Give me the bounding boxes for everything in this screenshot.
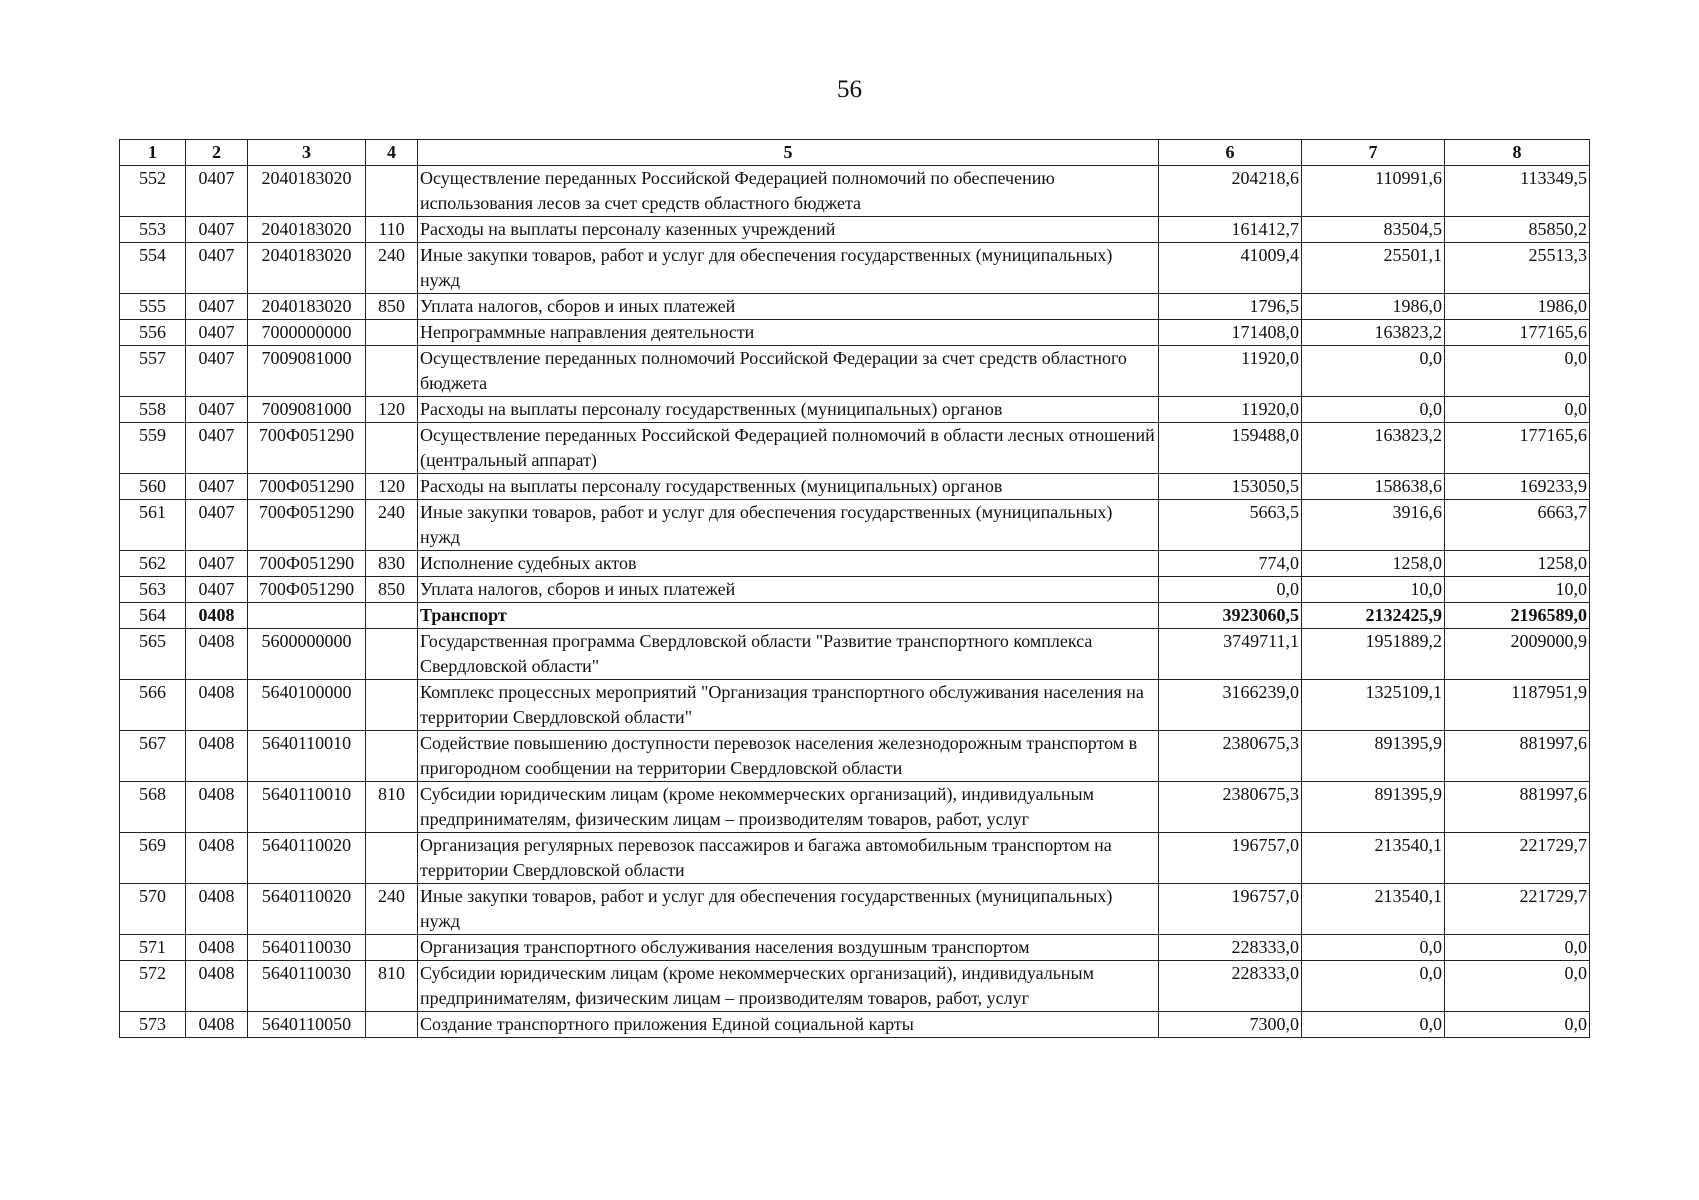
amount-col-8: 25513,3 bbox=[1445, 243, 1590, 294]
section-code: 0407 bbox=[186, 166, 248, 217]
expense-type-code bbox=[366, 1012, 418, 1038]
row-description: Содействие повышению доступности перевозок населения железнодорожным транспортом в пригородном сообщении на территории Свердловской области bbox=[418, 731, 1159, 782]
amount-col-8: 221729,7 bbox=[1445, 833, 1590, 884]
table-row bbox=[120, 961, 1590, 1012]
amount-col-8: 0,0 bbox=[1445, 961, 1590, 1012]
section-code: 0407 bbox=[186, 474, 248, 500]
section-code: 0407 bbox=[186, 294, 248, 320]
column-header: 1 bbox=[120, 140, 186, 166]
amount-col-6: 161412,7 bbox=[1159, 217, 1302, 243]
expense-type-code: 240 bbox=[366, 243, 418, 294]
row-number: 553 bbox=[120, 217, 186, 243]
amount-col-7: 1986,0 bbox=[1302, 294, 1445, 320]
amount-col-8: 1258,0 bbox=[1445, 551, 1590, 577]
table-row bbox=[120, 551, 1590, 577]
amount-col-6: 3166239,0 bbox=[1159, 680, 1302, 731]
row-number: 560 bbox=[120, 474, 186, 500]
amount-col-7: 158638,6 bbox=[1302, 474, 1445, 500]
amount-col-7: 891395,9 bbox=[1302, 731, 1445, 782]
amount-col-6: 159488,0 bbox=[1159, 423, 1302, 474]
row-number: 555 bbox=[120, 294, 186, 320]
row-description: Государственная программа Свердловской области "Развитие транспортного комплекса Свердловской области" bbox=[418, 629, 1159, 680]
target-article-code: 5640110020 bbox=[248, 833, 366, 884]
section-code: 0408 bbox=[186, 884, 248, 935]
target-article-code: 700Ф051290 bbox=[248, 500, 366, 551]
expense-type-code: 240 bbox=[366, 500, 418, 551]
amount-col-7: 110991,6 bbox=[1302, 166, 1445, 217]
table-row bbox=[120, 320, 1590, 346]
amount-col-8: 0,0 bbox=[1445, 1012, 1590, 1038]
row-number: 554 bbox=[120, 243, 186, 294]
expense-type-code bbox=[366, 423, 418, 474]
expense-type-code bbox=[366, 603, 418, 629]
row-number: 562 bbox=[120, 551, 186, 577]
row-description: Уплата налогов, сборов и иных платежей bbox=[418, 577, 1159, 603]
table-row bbox=[120, 629, 1590, 680]
table-row bbox=[120, 474, 1590, 500]
section-code: 0408 bbox=[186, 782, 248, 833]
row-description: Осуществление переданных Российской Федерацией полномочий в области лесных отношений (центральный аппарат) bbox=[418, 423, 1159, 474]
row-number: 559 bbox=[120, 423, 186, 474]
expense-type-code: 810 bbox=[366, 961, 418, 1012]
target-article-code: 5640110030 bbox=[248, 961, 366, 1012]
amount-col-7: 0,0 bbox=[1302, 397, 1445, 423]
amount-col-7: 163823,2 bbox=[1302, 320, 1445, 346]
row-number: 572 bbox=[120, 961, 186, 1012]
table-row bbox=[120, 884, 1590, 935]
amount-col-7: 163823,2 bbox=[1302, 423, 1445, 474]
column-header: 4 bbox=[366, 140, 418, 166]
target-article-code: 5640110010 bbox=[248, 782, 366, 833]
table-row bbox=[120, 680, 1590, 731]
amount-col-7: 10,0 bbox=[1302, 577, 1445, 603]
row-description: Иные закупки товаров, работ и услуг для обеспечения государственных (муниципальных) нужд bbox=[418, 243, 1159, 294]
row-description: Организация регулярных перевозок пассажиров и багажа автомобильным транспортом на территории Свердловской области bbox=[418, 833, 1159, 884]
amount-col-7: 83504,5 bbox=[1302, 217, 1445, 243]
amount-col-7: 891395,9 bbox=[1302, 782, 1445, 833]
row-description: Комплекс процессных мероприятий "Организация транспортного обслуживания населения на территории Свердловской области" bbox=[418, 680, 1159, 731]
row-description: Создание транспортного приложения Единой социальной карты bbox=[418, 1012, 1159, 1038]
row-description: Субсидии юридическим лицам (кроме некоммерческих организаций), индивидуальным предпринимателям, физическим лицам – производителям товаров, работ, услуг bbox=[418, 961, 1159, 1012]
target-article-code: 5640110050 bbox=[248, 1012, 366, 1038]
expense-type-code: 850 bbox=[366, 294, 418, 320]
row-number: 556 bbox=[120, 320, 186, 346]
expense-type-code: 830 bbox=[366, 551, 418, 577]
amount-col-6: 41009,4 bbox=[1159, 243, 1302, 294]
amount-col-8: 881997,6 bbox=[1445, 731, 1590, 782]
row-description: Расходы на выплаты персоналу казенных учреждений bbox=[418, 217, 1159, 243]
column-header: 8 bbox=[1445, 140, 1590, 166]
section-code: 0408 bbox=[186, 680, 248, 731]
target-article-code: 5640110020 bbox=[248, 884, 366, 935]
row-number: 565 bbox=[120, 629, 186, 680]
amount-col-7: 0,0 bbox=[1302, 1012, 1445, 1038]
amount-col-6: 7300,0 bbox=[1159, 1012, 1302, 1038]
amount-col-6: 2380675,3 bbox=[1159, 782, 1302, 833]
section-code: 0407 bbox=[186, 346, 248, 397]
column-header: 5 bbox=[418, 140, 1159, 166]
section-code: 0407 bbox=[186, 320, 248, 346]
column-header: 3 bbox=[248, 140, 366, 166]
amount-col-7: 0,0 bbox=[1302, 961, 1445, 1012]
table-row bbox=[120, 1012, 1590, 1038]
table-row bbox=[120, 294, 1590, 320]
amount-col-6: 228333,0 bbox=[1159, 961, 1302, 1012]
expense-type-code: 810 bbox=[366, 782, 418, 833]
amount-col-8: 113349,5 bbox=[1445, 166, 1590, 217]
table-row bbox=[120, 782, 1590, 833]
amount-col-6: 153050,5 bbox=[1159, 474, 1302, 500]
table-row bbox=[120, 577, 1590, 603]
expense-type-code: 120 bbox=[366, 397, 418, 423]
row-description: Иные закупки товаров, работ и услуг для обеспечения государственных (муниципальных) нужд bbox=[418, 884, 1159, 935]
amount-col-8: 221729,7 bbox=[1445, 884, 1590, 935]
target-article-code: 2040183020 bbox=[248, 243, 366, 294]
expense-type-code bbox=[366, 731, 418, 782]
amount-col-6: 204218,6 bbox=[1159, 166, 1302, 217]
section-code: 0407 bbox=[186, 551, 248, 577]
expense-type-code bbox=[366, 833, 418, 884]
amount-col-8: 85850,2 bbox=[1445, 217, 1590, 243]
target-article-code: 2040183020 bbox=[248, 217, 366, 243]
section-code: 0408 bbox=[186, 833, 248, 884]
section-code: 0408 bbox=[186, 961, 248, 1012]
row-description: Расходы на выплаты персоналу государственных (муниципальных) органов bbox=[418, 397, 1159, 423]
section-code: 0407 bbox=[186, 577, 248, 603]
table-header-row bbox=[120, 140, 1590, 166]
row-number: 557 bbox=[120, 346, 186, 397]
amount-col-7: 213540,1 bbox=[1302, 833, 1445, 884]
table-row bbox=[120, 397, 1590, 423]
row-number: 564 bbox=[120, 603, 186, 629]
expense-type-code bbox=[366, 629, 418, 680]
table-row bbox=[120, 423, 1590, 474]
row-number: 569 bbox=[120, 833, 186, 884]
amount-col-6: 1796,5 bbox=[1159, 294, 1302, 320]
target-article-code: 5640110010 bbox=[248, 731, 366, 782]
amount-col-7: 0,0 bbox=[1302, 346, 1445, 397]
target-article-code: 700Ф051290 bbox=[248, 474, 366, 500]
expense-type-code bbox=[366, 680, 418, 731]
row-description: Организация транспортного обслуживания населения воздушным транспортом bbox=[418, 935, 1159, 961]
target-article-code: 700Ф051290 bbox=[248, 423, 366, 474]
amount-col-7: 0,0 bbox=[1302, 935, 1445, 961]
amount-col-6: 3749711,1 bbox=[1159, 629, 1302, 680]
expense-type-code bbox=[366, 320, 418, 346]
amount-col-6: 11920,0 bbox=[1159, 346, 1302, 397]
budget-table bbox=[119, 139, 1590, 1038]
amount-col-6: 196757,0 bbox=[1159, 884, 1302, 935]
expense-type-code: 240 bbox=[366, 884, 418, 935]
row-description: Транспорт bbox=[418, 603, 1159, 629]
row-number: 570 bbox=[120, 884, 186, 935]
row-description: Иные закупки товаров, работ и услуг для обеспечения государственных (муниципальных) нужд bbox=[418, 500, 1159, 551]
target-article-code: 2040183020 bbox=[248, 166, 366, 217]
page-number: 56 bbox=[837, 76, 862, 103]
expense-type-code bbox=[366, 166, 418, 217]
amount-col-8: 0,0 bbox=[1445, 935, 1590, 961]
row-description: Субсидии юридическим лицам (кроме некоммерческих организаций), индивидуальным предпринимателям, физическим лицам – производителям товаров, работ, услуг bbox=[418, 782, 1159, 833]
row-description: Расходы на выплаты персоналу государственных (муниципальных) органов bbox=[418, 474, 1159, 500]
target-article-code: 2040183020 bbox=[248, 294, 366, 320]
table-row bbox=[120, 217, 1590, 243]
target-article-code bbox=[248, 603, 366, 629]
row-number: 571 bbox=[120, 935, 186, 961]
row-description: Непрограммные направления деятельности bbox=[418, 320, 1159, 346]
amount-col-6: 3923060,5 bbox=[1159, 603, 1302, 629]
row-number: 567 bbox=[120, 731, 186, 782]
row-number: 561 bbox=[120, 500, 186, 551]
expense-type-code: 850 bbox=[366, 577, 418, 603]
amount-col-6: 11920,0 bbox=[1159, 397, 1302, 423]
amount-col-8: 2009000,9 bbox=[1445, 629, 1590, 680]
table-body bbox=[120, 166, 1590, 1038]
amount-col-8: 10,0 bbox=[1445, 577, 1590, 603]
amount-col-8: 1986,0 bbox=[1445, 294, 1590, 320]
section-code: 0407 bbox=[186, 243, 248, 294]
table-row bbox=[120, 603, 1590, 629]
amount-col-8: 177165,6 bbox=[1445, 320, 1590, 346]
target-article-code: 7000000000 bbox=[248, 320, 366, 346]
amount-col-7: 1258,0 bbox=[1302, 551, 1445, 577]
row-description: Осуществление переданных полномочий Российской Федерации за счет средств областного бюджета bbox=[418, 346, 1159, 397]
expense-type-code: 110 bbox=[366, 217, 418, 243]
table-row bbox=[120, 833, 1590, 884]
amount-col-6: 171408,0 bbox=[1159, 320, 1302, 346]
amount-col-8: 6663,7 bbox=[1445, 500, 1590, 551]
target-article-code: 5640100000 bbox=[248, 680, 366, 731]
amount-col-6: 0,0 bbox=[1159, 577, 1302, 603]
target-article-code: 7009081000 bbox=[248, 397, 366, 423]
section-code: 0407 bbox=[186, 500, 248, 551]
section-code: 0408 bbox=[186, 629, 248, 680]
row-description: Осуществление переданных Российской Федерацией полномочий по обеспечению использования лесов за счет средств областного бюджета bbox=[418, 166, 1159, 217]
row-description: Уплата налогов, сборов и иных платежей bbox=[418, 294, 1159, 320]
row-number: 552 bbox=[120, 166, 186, 217]
amount-col-8: 0,0 bbox=[1445, 346, 1590, 397]
amount-col-6: 774,0 bbox=[1159, 551, 1302, 577]
section-code: 0407 bbox=[186, 217, 248, 243]
table-row bbox=[120, 500, 1590, 551]
amount-col-6: 5663,5 bbox=[1159, 500, 1302, 551]
row-number: 558 bbox=[120, 397, 186, 423]
column-header: 2 bbox=[186, 140, 248, 166]
target-article-code: 700Ф051290 bbox=[248, 551, 366, 577]
table-row bbox=[120, 346, 1590, 397]
target-article-code: 5600000000 bbox=[248, 629, 366, 680]
amount-col-7: 25501,1 bbox=[1302, 243, 1445, 294]
table-row bbox=[120, 243, 1590, 294]
amount-col-7: 213540,1 bbox=[1302, 884, 1445, 935]
amount-col-8: 881997,6 bbox=[1445, 782, 1590, 833]
row-number: 573 bbox=[120, 1012, 186, 1038]
expense-type-code bbox=[366, 935, 418, 961]
amount-col-7: 1951889,2 bbox=[1302, 629, 1445, 680]
section-code: 0408 bbox=[186, 731, 248, 782]
target-article-code: 7009081000 bbox=[248, 346, 366, 397]
amount-col-7: 3916,6 bbox=[1302, 500, 1445, 551]
table-row bbox=[120, 935, 1590, 961]
amount-col-8: 1187951,9 bbox=[1445, 680, 1590, 731]
table-row bbox=[120, 731, 1590, 782]
expense-type-code bbox=[366, 346, 418, 397]
amount-col-7: 1325109,1 bbox=[1302, 680, 1445, 731]
amount-col-8: 2196589,0 bbox=[1445, 603, 1590, 629]
amount-col-6: 228333,0 bbox=[1159, 935, 1302, 961]
amount-col-6: 196757,0 bbox=[1159, 833, 1302, 884]
section-code: 0407 bbox=[186, 423, 248, 474]
section-code: 0408 bbox=[186, 603, 248, 629]
table-row bbox=[120, 166, 1590, 217]
column-header: 7 bbox=[1302, 140, 1445, 166]
row-description: Исполнение судебных актов bbox=[418, 551, 1159, 577]
expense-type-code: 120 bbox=[366, 474, 418, 500]
target-article-code: 5640110030 bbox=[248, 935, 366, 961]
row-number: 568 bbox=[120, 782, 186, 833]
amount-col-6: 2380675,3 bbox=[1159, 731, 1302, 782]
column-header: 6 bbox=[1159, 140, 1302, 166]
row-number: 563 bbox=[120, 577, 186, 603]
amount-col-8: 177165,6 bbox=[1445, 423, 1590, 474]
amount-col-7: 2132425,9 bbox=[1302, 603, 1445, 629]
amount-col-8: 0,0 bbox=[1445, 397, 1590, 423]
section-code: 0408 bbox=[186, 1012, 248, 1038]
amount-col-8: 169233,9 bbox=[1445, 474, 1590, 500]
target-article-code: 700Ф051290 bbox=[248, 577, 366, 603]
row-number: 566 bbox=[120, 680, 186, 731]
section-code: 0408 bbox=[186, 935, 248, 961]
section-code: 0407 bbox=[186, 397, 248, 423]
